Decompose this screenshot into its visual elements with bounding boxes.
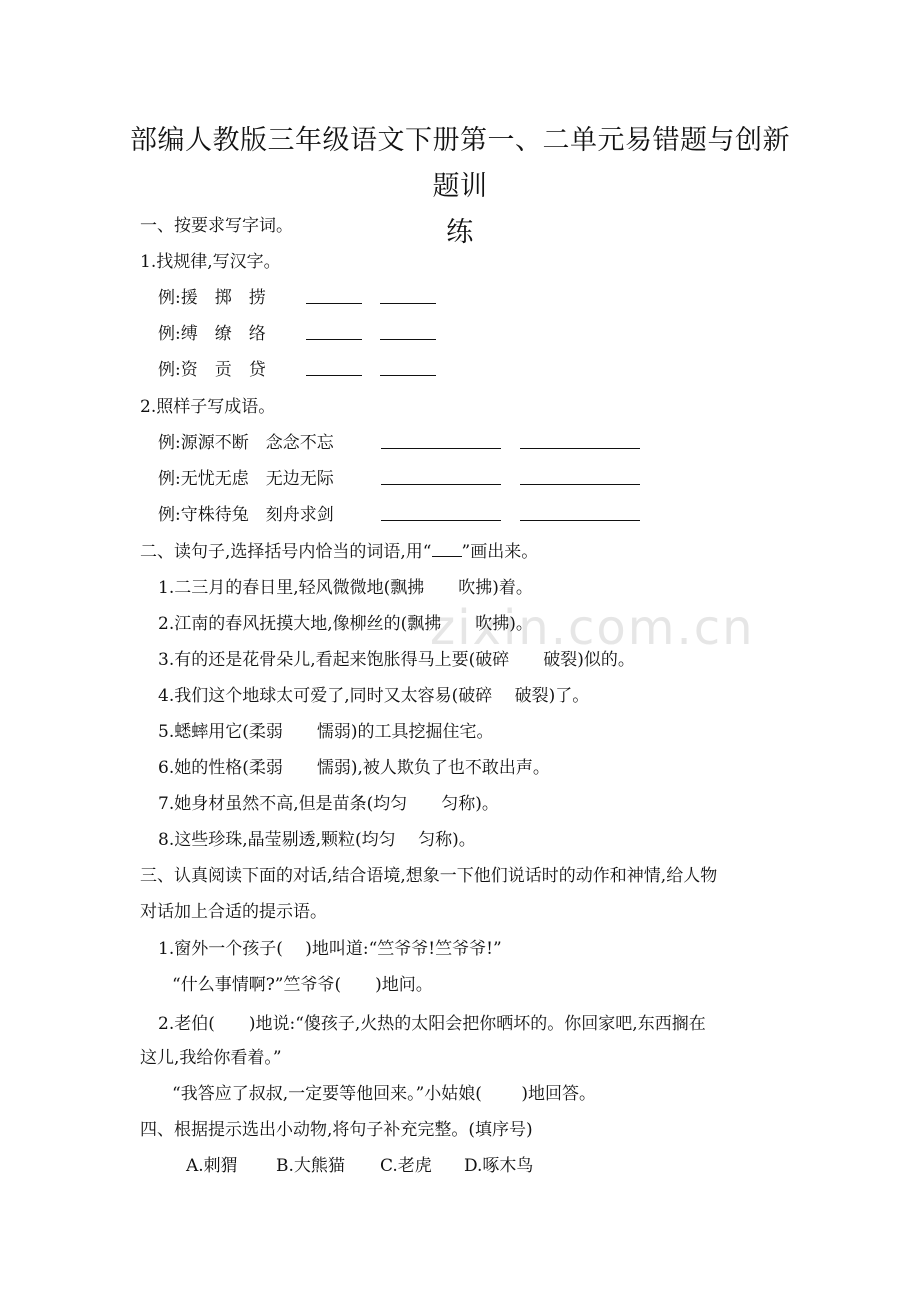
idiom-example: 例:守株待兔 刻舟求剑: [158, 505, 334, 525]
sentence-item: 7.她身材虽然不高,但是苗条(均匀 匀称)。: [158, 794, 499, 814]
watermark: zixin.com.cn: [430, 600, 755, 656]
section-3-heading-line-1: 三、认真阅读下面的对话,结合语境,想象一下他们说话时的动作和神情,给人物: [140, 866, 718, 886]
question-1-1: 1.找规律,写汉字。: [140, 252, 281, 272]
section-3-heading-line-2: 对话加上合适的提示语。: [140, 902, 327, 922]
dialogue-line: 1.窗外一个孩子( )地叫道:“竺爷爷!竺爷爷!”: [158, 939, 502, 959]
title-line-2: 练: [446, 217, 474, 248]
question-1-2: 2.照样子写成语。: [140, 397, 276, 417]
idiom-row: [158, 502, 334, 528]
idiom-example: 例:无忧无虑 无边无际: [158, 469, 334, 489]
option-d: D.啄木鸟: [464, 1156, 534, 1176]
idiom-row: [158, 466, 334, 492]
pattern-example: 例:援 掷 捞: [158, 288, 266, 308]
answer-blank[interactable]: [306, 357, 362, 376]
sentence-item: 5.蟋蟀用它(柔弱 懦弱)的工具挖掘住宅。: [158, 722, 494, 742]
sentence-item: 6.她的性格(柔弱 懦弱),被人欺负了也不敢出声。: [158, 758, 550, 778]
section-2-heading: [140, 539, 538, 565]
pattern-example: 例:缚 缭 络: [158, 324, 266, 344]
answer-blank[interactable]: [380, 321, 436, 340]
answer-blank[interactable]: [380, 357, 436, 376]
option-c: C.老虎: [380, 1156, 432, 1176]
answer-blank[interactable]: [520, 502, 640, 521]
answer-blank[interactable]: [520, 430, 640, 449]
answer-blank[interactable]: [381, 502, 501, 521]
answer-blank[interactable]: [306, 285, 362, 304]
answer-blank[interactable]: [380, 285, 436, 304]
title-line-1: 部编人教版三年级语文下册第一、二单元易错题与创新题训: [130, 125, 790, 202]
sentence-item: 8.这些珍珠,晶莹剔透,颗粒(均匀 匀称)。: [158, 830, 476, 850]
dialogue-line: “我答应了叔叔,一定要等他回来。”小姑娘( )地回答。: [172, 1084, 596, 1104]
pattern-row: [158, 285, 266, 311]
underline-sample: [432, 540, 462, 557]
answer-blank[interactable]: [306, 321, 362, 340]
sentence-item: 3.有的还是花骨朵儿,看起来饱胀得马上要(破碎 破裂)似的。: [158, 650, 635, 670]
section-2-heading-part-b: ”画出来。: [461, 542, 539, 562]
idiom-example: 例:源源不断 念念不忘: [158, 433, 334, 453]
option-a: A.刺猬: [186, 1156, 238, 1176]
answer-blank[interactable]: [520, 466, 640, 485]
pattern-example: 例:资 贡 贷: [158, 360, 266, 380]
dialogue-line: 2.老伯( )地说:“傻孩子,火热的太阳会把你晒坏的。你回家吧,东西搁在: [158, 1014, 706, 1034]
answer-blank[interactable]: [381, 466, 501, 485]
section-2-heading-part-a: 二、读句子,选择括号内恰当的词语,用“: [140, 542, 432, 562]
section-4-heading: 四、根据提示选出小动物,将句子补充完整。(填序号): [140, 1120, 533, 1140]
answer-blank[interactable]: [381, 430, 501, 449]
sentence-item: 4.我们这个地球太可爱了,同时又太容易(破碎 破裂)了。: [158, 686, 590, 706]
sentence-item: 1.二三月的春日里,轻风微微地(飘拂 吹拂)着。: [158, 578, 533, 598]
pattern-row: [158, 357, 266, 383]
sentence-item: 2.江南的春风抚摸大地,像柳丝的(飘拂 吹拂)。: [158, 614, 533, 634]
dialogue-line: “什么事情啊?”竺爷爷( )地问。: [172, 975, 433, 995]
dialogue-line: 这儿,我给你看着。”: [140, 1048, 282, 1068]
section-1-heading: 一、按要求写字词。: [140, 216, 293, 236]
idiom-row: [158, 430, 334, 456]
pattern-row: [158, 321, 266, 347]
option-b: B.大熊猫: [276, 1156, 345, 1176]
